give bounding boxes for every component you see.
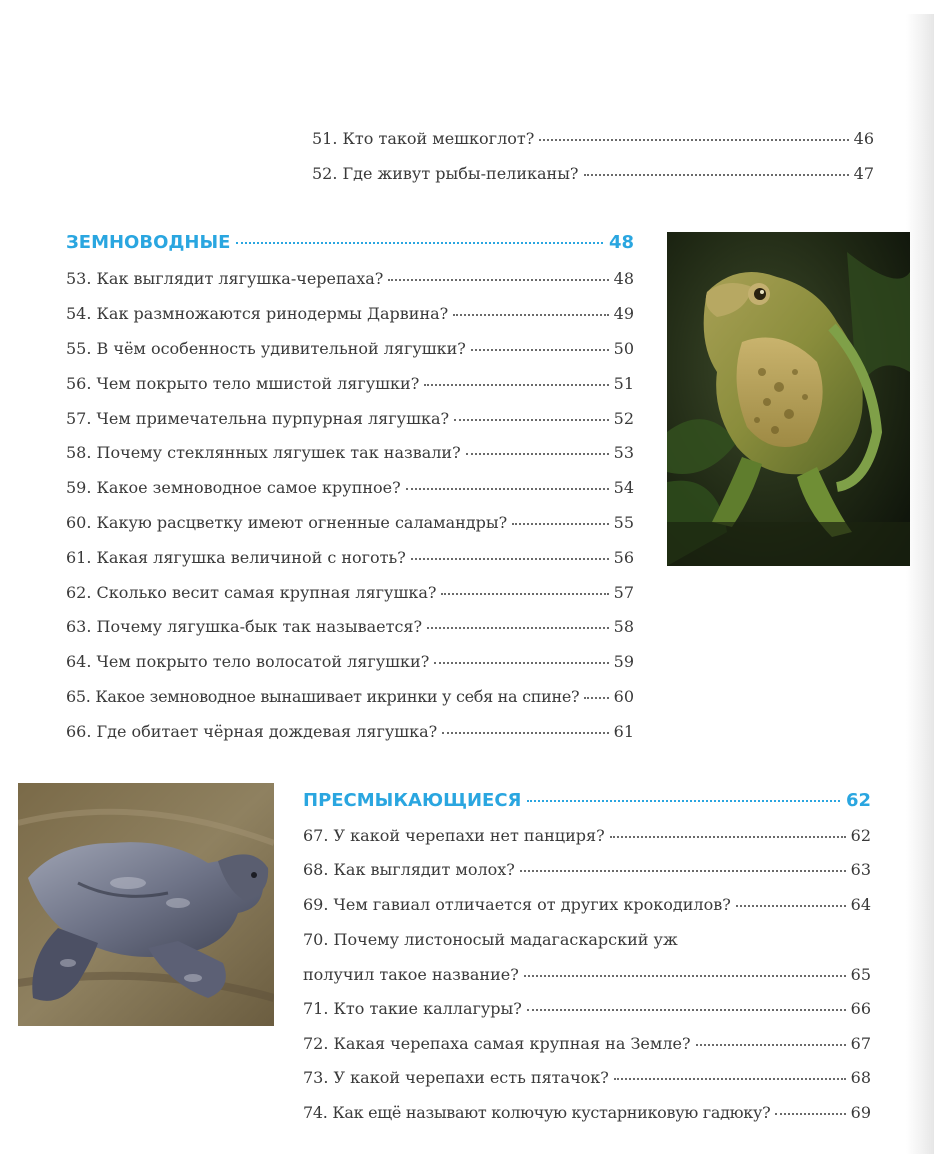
- dot-leader: [539, 139, 848, 141]
- section-page: 48: [608, 232, 634, 253]
- toc-item-66[interactable]: [66, 722, 634, 742]
- toc-item-text: 74. Как ещё называют колючую кустарниковую гадюку?: [303, 1103, 771, 1122]
- toc-item-page: 61: [613, 722, 634, 741]
- toc-item-page: 51: [613, 374, 634, 393]
- toc-item-text: 54. Как размножаются ринодермы Дарвина?: [66, 304, 449, 323]
- dot-leader: [524, 975, 846, 977]
- dot-leader: [527, 1009, 846, 1011]
- toc-item-58[interactable]: [66, 443, 634, 463]
- dot-leader: [424, 384, 608, 386]
- dot-leader: [442, 732, 608, 734]
- toc-item-page: 59: [613, 652, 634, 671]
- dot-leader: [584, 697, 608, 699]
- dot-leader: [411, 558, 609, 560]
- dot-leader: [427, 627, 609, 629]
- toc-item-text: 62. Сколько весит самая крупная лягушка?: [66, 583, 437, 602]
- toc-item-52[interactable]: [312, 164, 874, 184]
- toc-item-page: 66: [850, 999, 871, 1018]
- toc-item-page: 63: [850, 860, 871, 879]
- toc-item-page: 62: [850, 826, 871, 845]
- section-heading-amphibians[interactable]: [66, 232, 634, 254]
- toc-item-53[interactable]: [66, 269, 634, 289]
- section-page: 62: [845, 790, 871, 811]
- dot-leader: [453, 314, 608, 316]
- section-title: ПРЕСМЫКАЮЩИЕСЯ: [303, 790, 522, 811]
- toc-item-70-cont[interactable]: [303, 965, 871, 985]
- toc-item-54[interactable]: [66, 304, 634, 324]
- toc-item-68[interactable]: [303, 860, 871, 880]
- frog-illustration: [667, 232, 910, 566]
- dot-leader: [584, 174, 849, 176]
- toc-item-74[interactable]: [303, 1103, 871, 1123]
- toc-item-text: 63. Почему лягушка-бык так называется?: [66, 617, 423, 636]
- toc-item-71[interactable]: [303, 999, 871, 1019]
- toc-item-text: 71. Кто такие каллагуры?: [303, 999, 522, 1018]
- toc-item-57[interactable]: [66, 409, 634, 429]
- toc-item-page: 47: [853, 164, 874, 183]
- toc-item-text: 61. Какая лягушка величиной с ноготь?: [66, 548, 406, 567]
- dot-leader: [696, 1044, 846, 1046]
- toc-item-72[interactable]: [303, 1034, 871, 1054]
- page-edge-shadow: [906, 14, 934, 1154]
- toc-item-page: 50: [613, 339, 634, 358]
- toc-item-56[interactable]: [66, 374, 634, 394]
- dot-leader: [434, 662, 608, 664]
- toc-item-69[interactable]: [303, 895, 871, 915]
- toc-item-73[interactable]: [303, 1068, 871, 1088]
- toc-item-page: 65: [850, 965, 871, 984]
- toc-item-67[interactable]: [303, 826, 871, 846]
- toc-item-text: 64. Чем покрыто тело волосатой лягушки?: [66, 652, 430, 671]
- dot-leader: [388, 279, 608, 281]
- toc-item-text: получил такое название?: [303, 965, 519, 984]
- section-title: ЗЕМНОВОДНЫЕ: [66, 232, 231, 253]
- dot-leader: [520, 870, 846, 872]
- toc-item-page: 54: [613, 478, 634, 497]
- toc-item-text: 56. Чем покрыто тело мшистой лягушки?: [66, 374, 420, 393]
- toc-item-page: 57: [613, 583, 634, 602]
- toc-item-70[interactable]: [303, 930, 871, 950]
- dot-leader: [441, 593, 608, 595]
- toc-item-65[interactable]: [66, 687, 634, 707]
- toc-item-page: 58: [613, 617, 634, 636]
- toc-item-text: 72. Какая черепаха самая крупная на Земле?: [303, 1034, 691, 1053]
- toc-item-page: 55: [613, 513, 634, 532]
- dot-leader: [466, 453, 609, 455]
- toc-item-text: 51. Кто такой мешкоглот?: [312, 129, 535, 148]
- toc-item-text: 53. Как выглядит лягушка-черепаха?: [66, 269, 384, 288]
- toc-item-page: 46: [853, 129, 874, 148]
- toc-item-text: 58. Почему стеклянных лягушек так назвали?: [66, 443, 461, 462]
- toc-item-page: 52: [613, 409, 634, 428]
- dot-leader: [406, 488, 609, 490]
- toc-item-page: 48: [613, 269, 634, 288]
- dot-leader: [775, 1113, 845, 1115]
- toc-item-text: 68. Как выглядит молох?: [303, 860, 515, 879]
- toc-item-text: 67. У какой черепахи нет панциря?: [303, 826, 605, 845]
- dot-leader: [736, 905, 846, 907]
- toc-item-61[interactable]: [66, 548, 634, 568]
- dot-leader: [454, 419, 609, 421]
- toc-item-text: 66. Где обитает чёрная дождевая лягушка?: [66, 722, 438, 741]
- dot-leader: [614, 1078, 846, 1080]
- dot-leader: [512, 523, 608, 525]
- dot-leader: [236, 242, 603, 244]
- dot-leader: [527, 800, 840, 802]
- toc-item-page: 69: [850, 1103, 871, 1122]
- toc-item-55[interactable]: [66, 339, 634, 359]
- toc-item-text: 57. Чем примечательна пурпурная лягушка?: [66, 409, 450, 428]
- toc-item-text: 73. У какой черепахи есть пятачок?: [303, 1068, 609, 1087]
- toc-item-62[interactable]: [66, 583, 634, 603]
- toc-item-page: 49: [613, 304, 634, 323]
- toc-item-60[interactable]: [66, 513, 634, 533]
- toc-item-59[interactable]: [66, 478, 634, 498]
- toc-item-51[interactable]: [312, 129, 874, 149]
- toc-item-page: 67: [850, 1034, 871, 1053]
- toc-item-text: 55. В чём особенность удивительной лягушки?: [66, 339, 466, 358]
- toc-item-page: 64: [850, 895, 871, 914]
- toc-item-text: 60. Какую расцветку имеют огненные саламандры?: [66, 513, 508, 532]
- toc-item-text: 52. Где живут рыбы-пеликаны?: [312, 164, 579, 183]
- toc-item-page: 68: [850, 1068, 871, 1087]
- toc-item-page: 53: [613, 443, 634, 462]
- toc-item-64[interactable]: [66, 652, 634, 672]
- section-heading-reptiles[interactable]: [303, 790, 871, 812]
- toc-item-text: 59. Какое земноводное самое крупное?: [66, 478, 401, 497]
- dot-leader: [610, 836, 846, 838]
- dot-leader: [471, 349, 609, 351]
- toc-item-page: 56: [613, 548, 634, 567]
- turtle-illustration: [18, 783, 274, 1026]
- toc-item-63[interactable]: [66, 617, 634, 637]
- toc-item-text: 70. Почему листоносый мадагаскарский уж: [303, 930, 678, 949]
- toc-item-text: 69. Чем гавиал отличается от других крокодилов?: [303, 895, 731, 914]
- toc-item-page: 60: [613, 687, 634, 706]
- toc-item-text: 65. Какое земноводное вынашивает икринки у себя на спине?: [66, 687, 580, 706]
